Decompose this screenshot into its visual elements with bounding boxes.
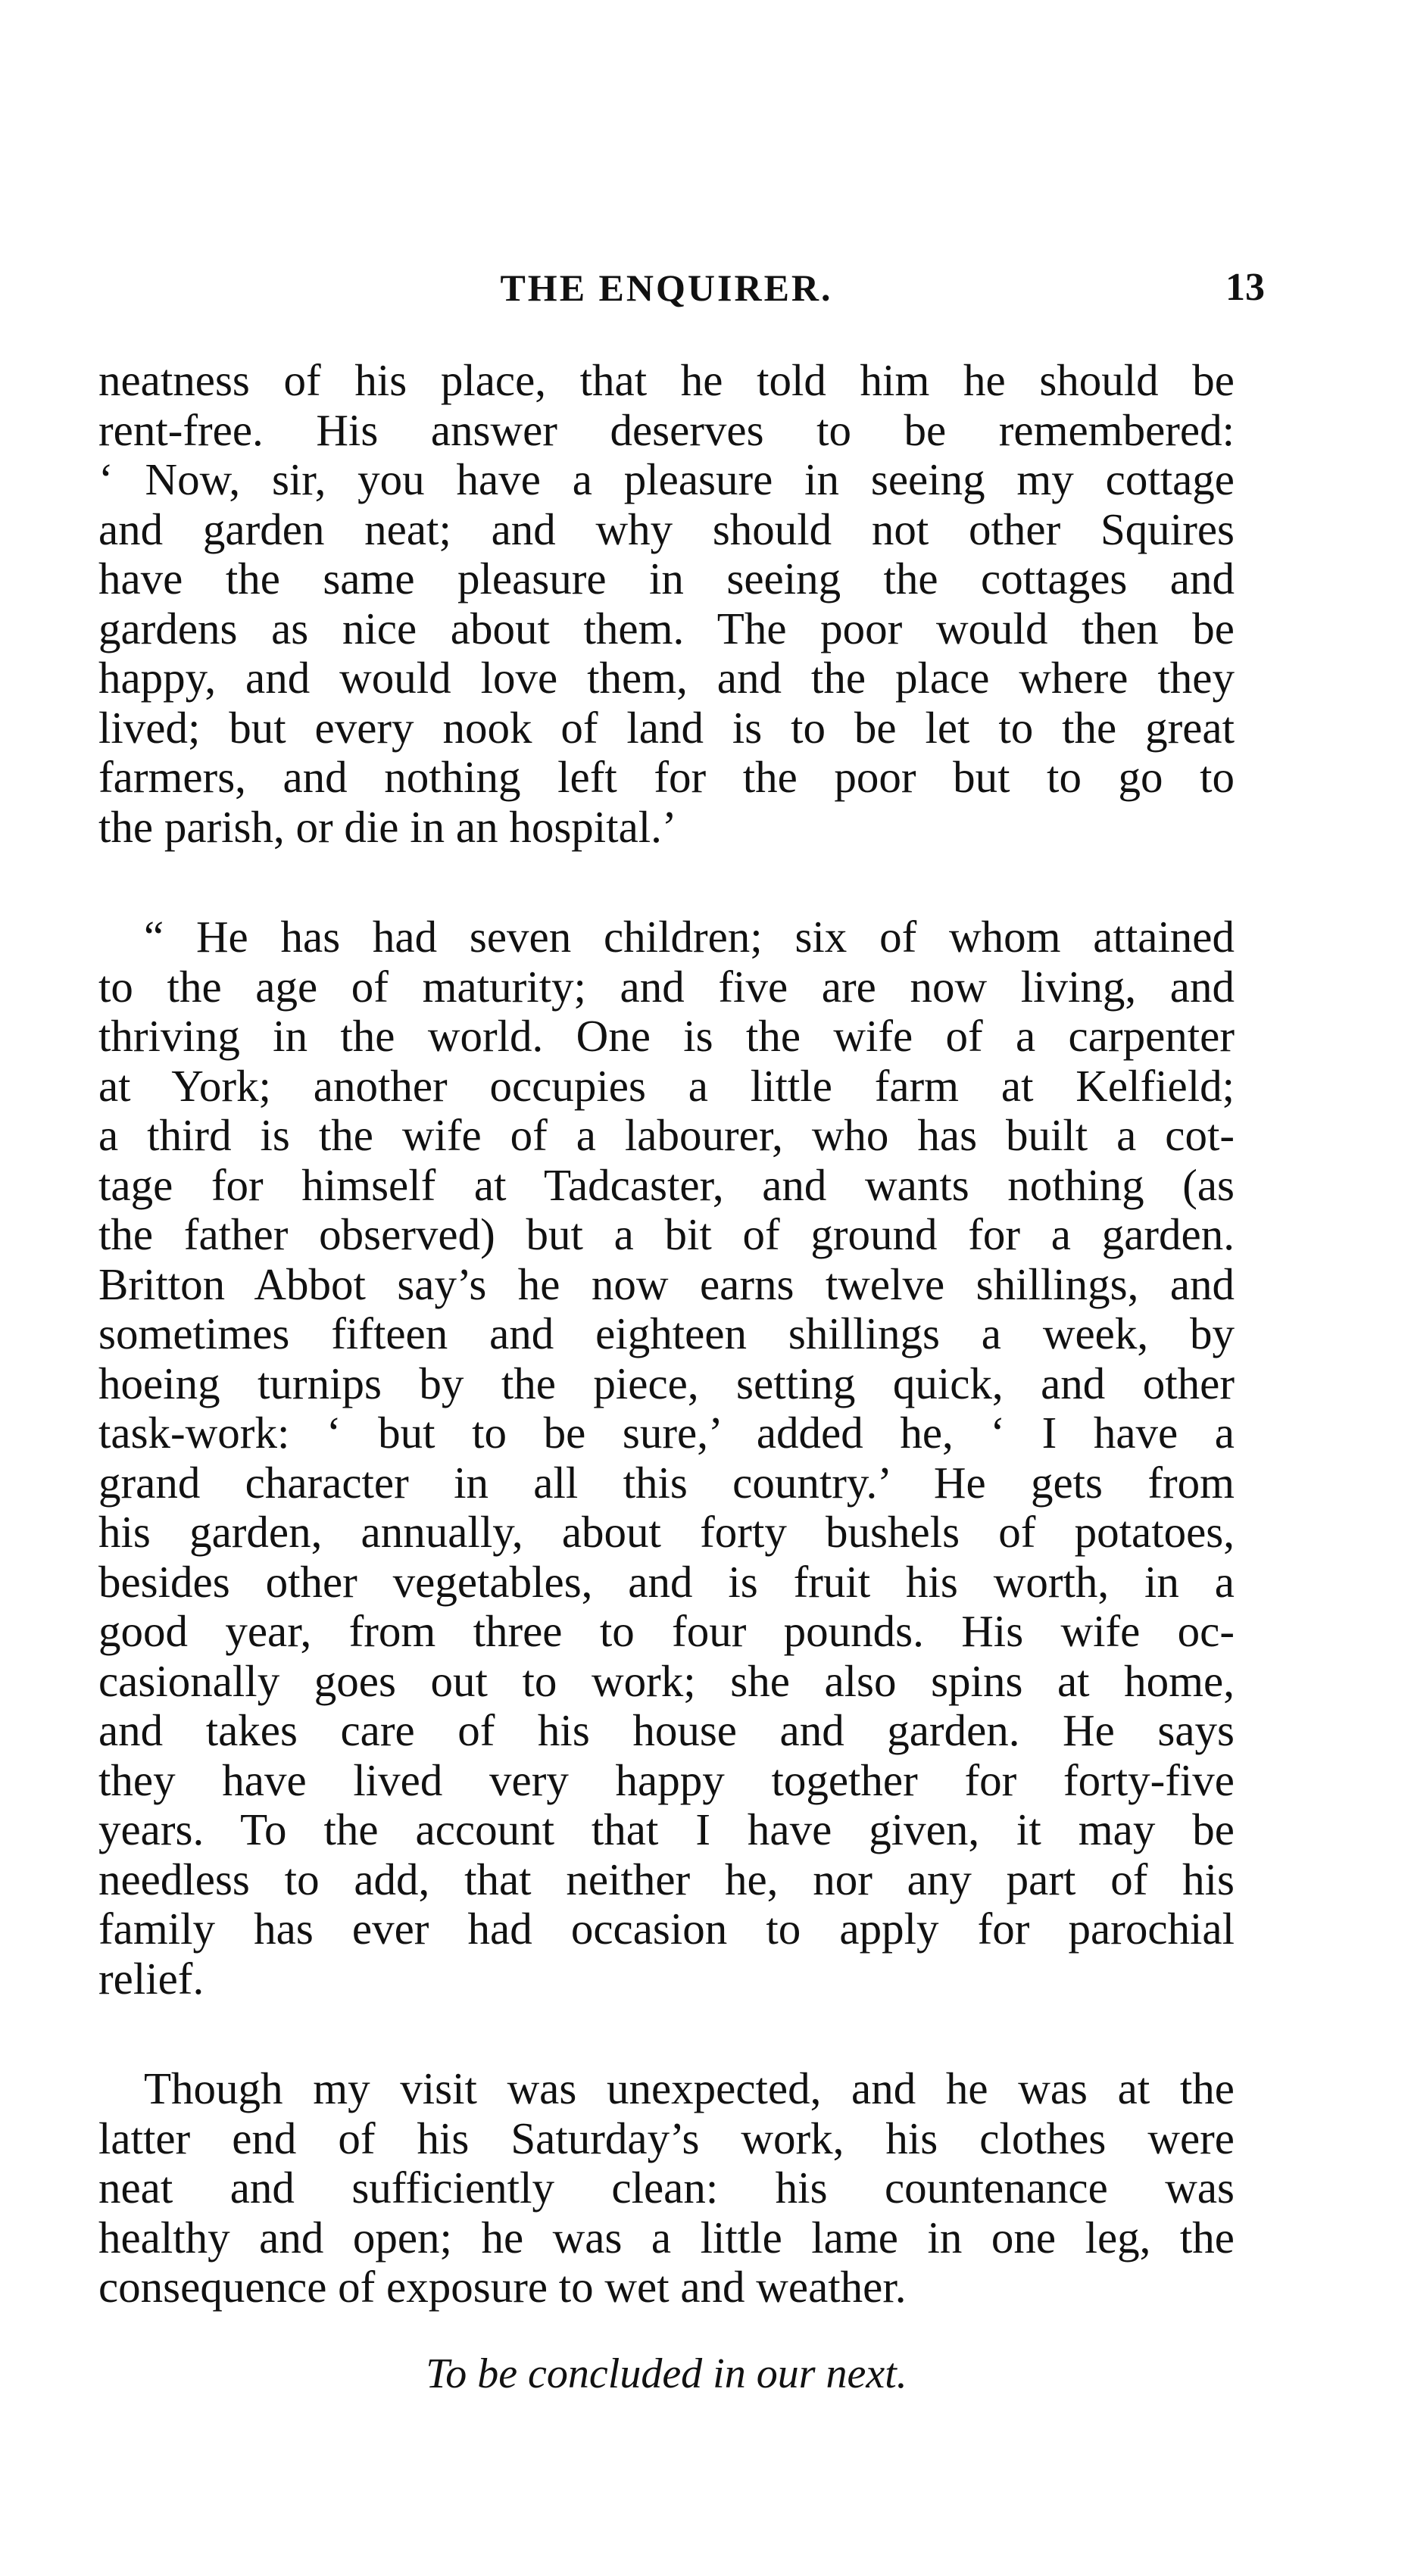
body-text	[98, 356, 1235, 2312]
paragraph-3	[98, 2064, 1235, 2312]
text-line: Though my visit was unexpected, and he was at the	[144, 2063, 1235, 2113]
text-line: good year, from three to four pounds. His wife oc-	[98, 1606, 1235, 1656]
running-head	[98, 257, 1265, 318]
text-line: to the age of maturity; and five are now living, and	[98, 961, 1235, 1012]
text-line: and garden neat; and why should not other Squires	[98, 504, 1235, 554]
text-line: neatness of his place, that he told him he should be	[98, 355, 1235, 405]
text-line: the parish, or die in an hospital.’	[98, 801, 677, 852]
paragraph-gap	[98, 852, 1235, 912]
text-line: happy, and would love them, and the place where they	[98, 653, 1235, 703]
text-line: at York; another occupies a little farm at Kelfield;	[98, 1060, 1235, 1111]
text-line: “ He has had seven children; six of whom attained	[144, 912, 1235, 962]
text-line: grand character in all this country.’ He gets from	[98, 1457, 1235, 1508]
paragraph-gap	[98, 2004, 1235, 2064]
text-line: besides other vegetables, and is fruit his worth, in a	[98, 1556, 1235, 1607]
text-line: sometimes fifteen and eighteen shillings a week, by	[98, 1308, 1235, 1358]
text-line: years. To the account that I have given, it may be	[98, 1804, 1235, 1854]
paragraph-1	[98, 356, 1235, 852]
text-line: task-work: ‘ but to be sure,’ added he, ‘ I have a	[98, 1408, 1235, 1458]
text-line: Britton Abbot say’s he now earns twelve shillings, and	[98, 1258, 1235, 1309]
text-line: casionally goes out to work; she also spins at home,	[98, 1655, 1235, 1706]
closing-note: To be concluded in our next.	[426, 2350, 907, 2397]
text-line: the father observed) but a bit of ground for a garden.	[98, 1209, 1235, 1259]
text-line: farmers, and nothing left for the poor but to go to	[98, 752, 1235, 802]
text-line: his garden, annually, about forty bushels of potatoes,	[98, 1507, 1235, 1557]
text-line: healthy and open; he was a little lame in one leg, the	[98, 2212, 1235, 2263]
text-line: neat and sufficiently clean: his countenance was	[98, 2163, 1235, 2213]
text-line: family has ever had occasion to apply for parochial	[98, 1904, 1235, 1954]
page-number: 13	[1225, 266, 1265, 309]
running-title: THE ENQUIRER.	[500, 267, 833, 309]
text-line: hoeing turnips by the piece, setting quick, and other	[98, 1358, 1235, 1408]
text-line: ‘ Now, sir, you have a pleasure in seeing my cottage	[98, 454, 1235, 504]
text-line: rent-free. His answer deserves to be remembered:	[98, 404, 1235, 455]
paragraph-2	[98, 912, 1235, 2004]
text-line: thriving in the world. One is the wife of a carpenter	[98, 1011, 1235, 1061]
text-line: needless to add, that neither he, nor any part of his	[98, 1854, 1235, 1904]
text-line: latter end of his Saturday’s work, his clothes were	[98, 2113, 1235, 2163]
text-line: consequence of exposure to wet and weather.	[98, 2262, 907, 2312]
text-line: relief.	[98, 1953, 204, 2004]
text-line: tage for himself at Tadcaster, and wants nothing (as	[98, 1159, 1235, 1210]
text-line: lived; but every nook of land is to be let to the great	[98, 702, 1235, 753]
text-line: gardens as nice about them. The poor would then be	[98, 603, 1235, 653]
text-line: a third is the wife of a labourer, who has built a cot-	[98, 1110, 1235, 1160]
text-line: and takes care of his house and garden. He says	[98, 1705, 1235, 1755]
text-line: have the same pleasure in seeing the cottages and	[98, 554, 1235, 603]
text-line: they have lived very happy together for forty-five	[98, 1754, 1235, 1805]
